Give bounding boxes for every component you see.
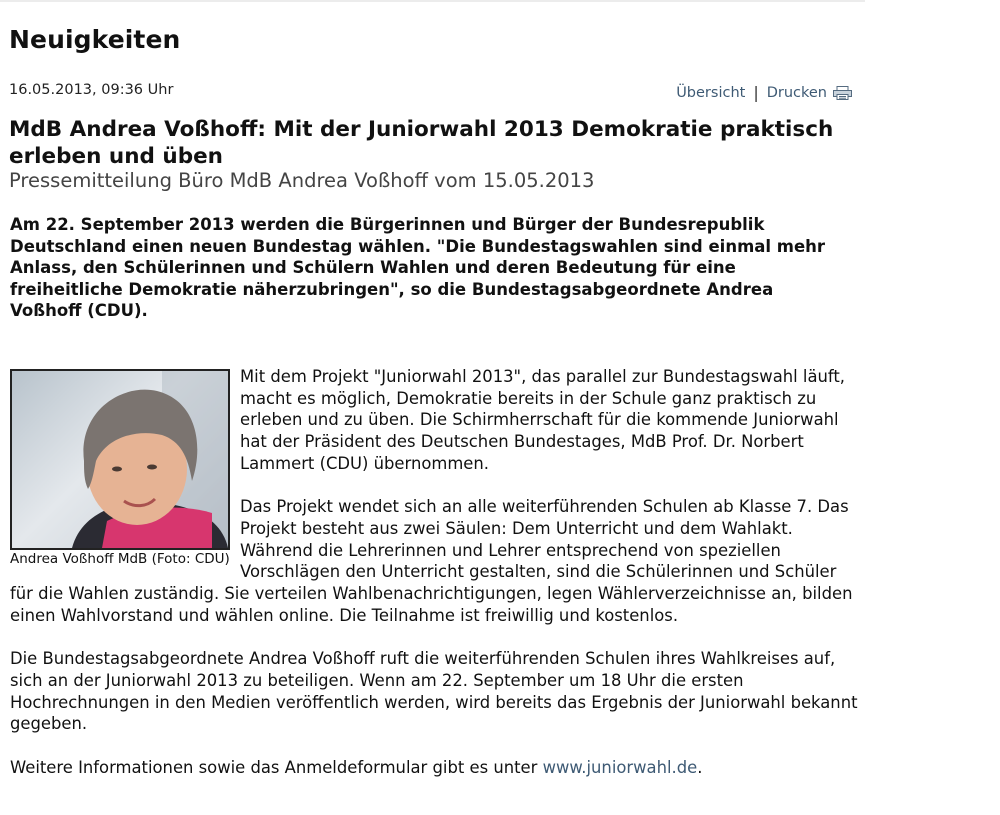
overview-link[interactable]: Übersicht (676, 84, 746, 101)
article-closing (10, 757, 858, 779)
section-title: Neuigkeiten (9, 25, 181, 54)
closing-text: Weitere Informationen sowie das Anmeldeformular gibt es unter (10, 757, 543, 777)
article-paragraph-3: Die Bundestagsabgeordnete Andrea Voßhoff ruft die weiterführenden Schulen ihres Wahlkreises auf, sich an der Juniorwahl 2013 zu beteiligen. Wenn am 22. September um 18 Uhr die ersten Hochrechnungen in den Medien veröffentlich werden, wird bereits das Ergebnis der Juniorwahl bekannt gegeben. (10, 649, 858, 734)
article-subheadline: Pressemitteilung Büro MdB Andrea Voßhoff vom 15.05.2013 (9, 169, 595, 192)
photo-caption: Andrea Voßhoff MdB (Foto: CDU) (10, 551, 230, 567)
article-paragraph-2: Das Projekt wendet sich an alle weiterführenden Schulen ab Klasse 7. Das Projekt besteht aus zwei Säulen: Dem Unterricht und dem Wahlakt. Während die Lehrerinnen und Lehrer entsprechend von speziellen Vorschlägen den Unterricht gestalten, sind die Schülerinnen und Schüler für die Wahlen zuständig. Sie verteilen Wahlbenachrichtigungen, legen Wählerverzeichnisse an, bilden einen Wahlvorstand und wählen online. Die Teilnahme ist freiwillig und kostenlos. (10, 497, 853, 625)
printer-icon[interactable] (833, 86, 852, 100)
publish-date: 16.05.2013, 09:36 Uhr (9, 82, 174, 98)
portrait-photo (10, 369, 230, 550)
article-figure (10, 369, 232, 568)
article-lead: Am 22. September 2013 werden die Bürgerinnen und Bürger der Bundesrepublik Deutschland einen neuen Bundestag wählen. "Die Bundestagswahlen sind einmal mehr Anlass, den Schülerinnen und Schülern Wahlen und deren Bedeutung für eine freiheitliche Demokratie näherzubringen", so die Bundestagsabgeordnete Andrea Voßhoff (CDU). (10, 215, 826, 321)
article-headline: MdB Andrea Voßhoff: Mit der Juniorwahl 2013 Demokratie praktisch erleben und üben (9, 117, 834, 169)
article-paragraph-1: Mit dem Projekt "Juniorwahl 2013", das parallel zur Bundestagswahl läuft, macht es möglich, Demokratie bereits in der Schule ganz praktisch zu erleben und zu üben. Die Schirmherrschaft für die kommende Juniorwahl hat der Präsident des Deutschen Bundestages, MdB Prof. Dr. Norbert Lammert (CDU) übernommen. (240, 367, 846, 473)
juniorwahl-link[interactable]: www.juniorwahl.de (542, 757, 698, 777)
article-body (10, 366, 858, 800)
article-toolbar (676, 83, 852, 102)
top-divider (0, 0, 865, 2)
closing-end: . (697, 757, 703, 777)
print-link[interactable]: Drucken (766, 84, 827, 101)
toolbar-separator: | (753, 83, 759, 102)
